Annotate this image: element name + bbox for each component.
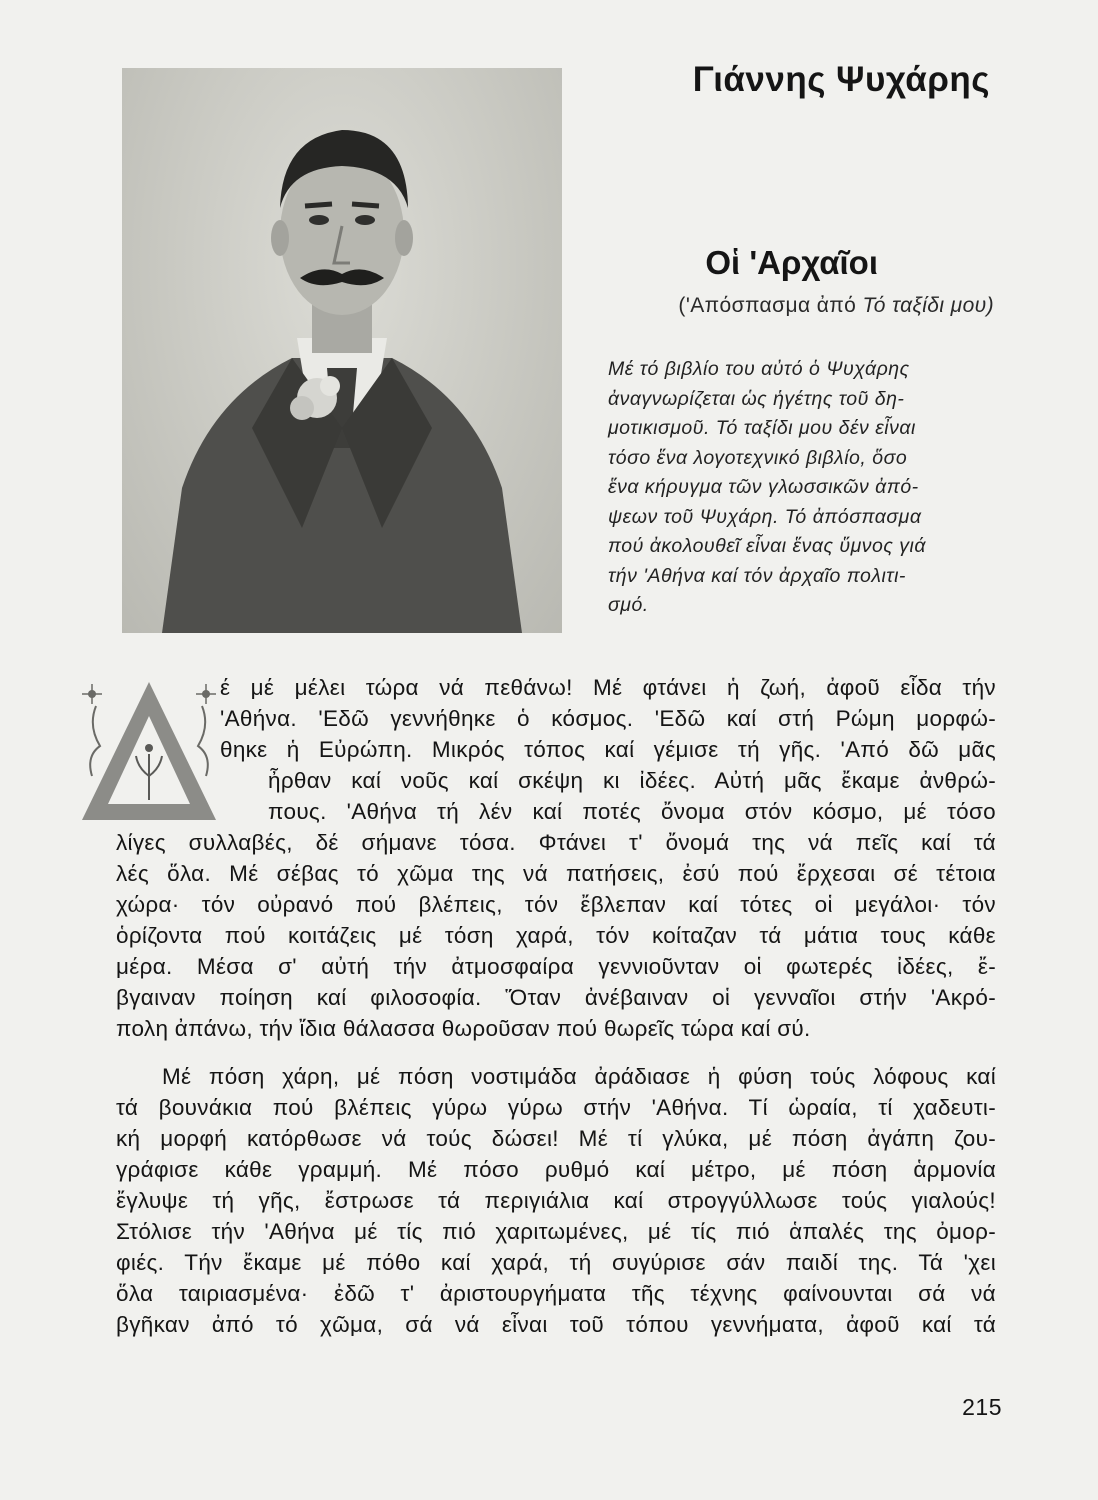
body-line: λίγες συλλαβές, δέ σήμανε τόσα. Φτάνει τ' ὄνομά της νά πεῖς καί τά (116, 830, 996, 855)
body-line: λές ὅλα. Μέ σέβας τό χῶμα της νά πατήσεις, ἐσύ πού ἔρχεσαι σέ τέτοια (116, 861, 996, 886)
intro-line: σμό. (608, 594, 649, 616)
page-number: 215 (962, 1394, 1002, 1420)
body-line: τά βουνάκια πού βλέπεις γύρω γύρω στήν 'Αθήνα. Τί ὡραία, τί χαδευτι- (116, 1095, 996, 1120)
body-line: βγαιναν ποίηση καί φιλοσοφία. Ὅταν ἀνέβαιναν οἱ γενναῖοι στήν 'Ακρό- (116, 985, 996, 1010)
body-line: πους. 'Αθήνα τή λέν καί ποτές ὄνομα στόν κόσμο, μέ τόσο (268, 799, 996, 824)
intro-line: ψεων τοῦ Ψυχάρη. Τό ἀπόσπασμα (608, 505, 922, 528)
portrait-drawing (122, 68, 562, 633)
body-line: γράφισε κάθε γραμμή. Μέ πόσο ρυθμό καί μέτρο, μέ πόση ἁρμονία (116, 1157, 996, 1182)
author-portrait-photo (122, 68, 562, 633)
body-line: ὅλα ταιριασμένα· ἐδῶ τ' ἀριστουργήματα τῆς τέχνης φαίνουνται σά νά (116, 1281, 996, 1306)
body-line: ἦρθαν καί νοῦς καί σκέψη κι ἰδέες. Αὐτή μᾶς ἔκαμε ἀνθρώ- (268, 768, 996, 793)
intro-line: τόσο ἕνα λογοτεχνικό βιβλίο, ὅσο (608, 446, 908, 469)
body-line: Στόλισε τήν 'Αθήνα μέ τίς πιό χαριτωμένες, μέ τίς πιό ἁπαλές της ὀμορ- (116, 1219, 996, 1244)
body-line: κή μορφή κατόρθωσε νά τούς δώσει! Μέ τί γλύκα, μέ πόση ἀγάπη ζου- (116, 1126, 996, 1151)
intro-line: ἕνα κήρυγμα τῶν γλωσσικῶν ἀπό- (608, 476, 919, 498)
intro-line: μοτικισμοῦ. Τό ταξίδι μου δέν εἶναι (608, 417, 916, 439)
body-line: πολη ἀπάνω, τήν ἴδια θάλασσα θωροῦσαν πού θωρεῖς τώρα καί σύ. (116, 1016, 811, 1041)
body-line: ὁρίζοντα πού κοιτάζεις μέ τόση χαρά, τόν κοίταζαν τά μάτια τους κάθε (116, 923, 996, 948)
body-line: μέρα. Μέσα σ' αὐτή τήν ἀτμοσφαίρα γεννιοῦνταν οἱ φωτερές ἰδέες, ἔ- (116, 954, 996, 979)
intro-line: Μέ τό βιβλίο του αὐτό ὁ Ψυχάρης (608, 358, 910, 380)
body-line: έ μέ μέλει τώρα νά πεθάνω! Μέ φτάνει ἡ ζωή, ἀφοῦ εἶδα τήν (220, 675, 996, 700)
body-line: φιές. Τήν ἔκαμε μέ πόθο καί χαρά, τή συγύρισε σάν παιδί της. Τά 'χει (116, 1250, 996, 1275)
body-line: 'Αθήνα. 'Εδῶ γεννήθηκε ὁ κόσμος. 'Εδῶ καί στή Ρώμη μορφώ- (220, 706, 996, 731)
body-line: θηκε ἡ Εὐρώπη. Μικρός τόπος καί γέμισε τή γῆς. 'Από δῶ μᾶς (220, 737, 996, 762)
body-line: ἔγλυψε τή γῆς, ἔστρωσε τά περιγιάλια καί στρογγύλλωσε τούς γιαλούς! (116, 1188, 996, 1213)
body-text (116, 672, 996, 1340)
body-line: Μέ πόση χάρη, μέ πόση νοστιμάδα ἀράδιασε ἡ φύση τούς λόφους καί (162, 1064, 996, 1089)
intro-line: πού ἀκολουθεῖ εἶναι ἕνας ὕμνος γιά (608, 535, 927, 557)
intro-line: ἀναγνωρίζεται ὡς ἡγέτης τοῦ δη- (608, 387, 905, 410)
work-title: Οἱ 'Αρχαῖοι (705, 244, 878, 281)
excerpt-prefix: ('Απόσπασμα ἀπό (678, 294, 863, 317)
intro-line: τήν 'Αθήνα καί τόν ἀρχαῖο πολιτι- (608, 564, 906, 587)
author-name: Γιάννης Ψυχάρης (692, 60, 990, 99)
excerpt-work-title: Τό ταξίδι μου) (862, 294, 994, 317)
body-line: χώρα· τόν οὐρανό πού βλέπεις, τόν ἔβλεπαν καί τότες οἱ μεγάλοι· τόν (116, 892, 996, 917)
excerpt-note (678, 294, 994, 318)
body-line: βγῆκαν ἀπό τό χῶμα, σά νά εἶναι τοῦ τόπου γεννήματα, ἀφοῦ καί τά (116, 1312, 996, 1337)
intro-note (608, 355, 994, 621)
